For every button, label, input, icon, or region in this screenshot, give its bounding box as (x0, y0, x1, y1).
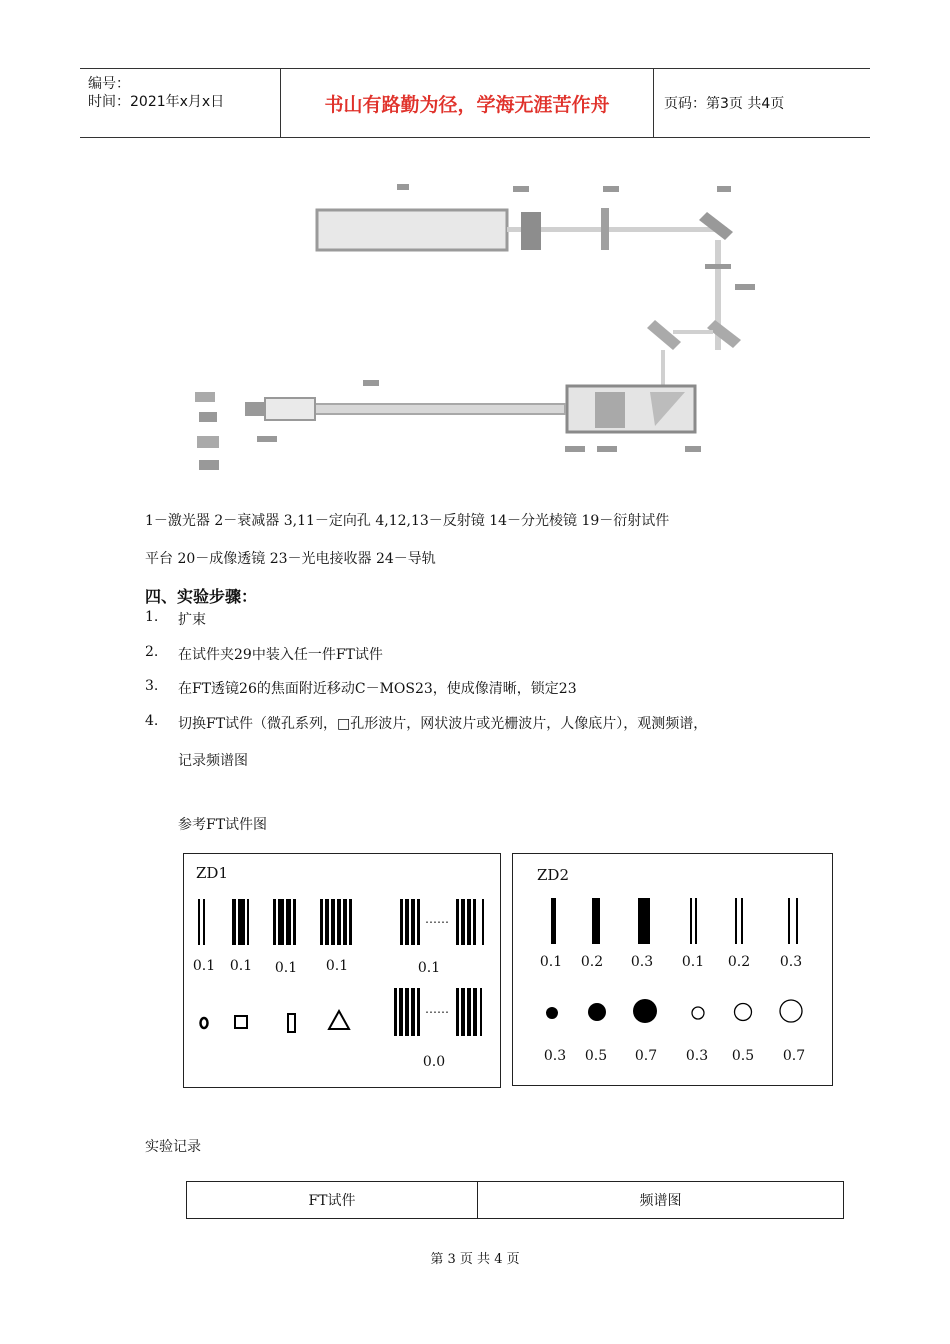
record-title: 实验记录 (145, 1139, 201, 1155)
step-1-text: 扩束 (178, 612, 206, 628)
time-label: 时间：2021年x月x日 (88, 94, 225, 110)
triangle-hole-shape (329, 1011, 349, 1029)
header-meta-cell (80, 69, 281, 137)
step-2-text: 在试件夹29中装入任一件FT试件 (178, 647, 383, 663)
page-footer: 第 3 页 共 4 页 (430, 1252, 520, 1267)
step-4-continued: 记录频谱图 (178, 753, 248, 769)
zd1-dots-row2: …… (425, 1002, 449, 1016)
step-4-text: 切换FT试件（微孔系列，□孔形波片，网状波片或光栅波片，人像底片），观测频谱， (178, 716, 708, 732)
page-header (80, 68, 870, 138)
laser-shape (317, 210, 507, 250)
zd2-value-4: 0.1 (681, 954, 705, 970)
zd1-panel (183, 853, 501, 1088)
page-info: 页码：第3页 共4页 (664, 96, 785, 112)
table-row (187, 1182, 844, 1219)
zd2-value-1: 0.1 (539, 954, 563, 970)
zd2-label: ZD2 (537, 866, 569, 884)
step-2-num: 2. (145, 644, 159, 660)
rect-hole-shape (288, 1014, 295, 1032)
zd1-value-3: 0.1 (274, 960, 298, 976)
diagram-caption-line1: 1－激光器 2－衰减器 3,11－定向孔 4,12,13－反射镜 14－分光棱镜 19－衍射试件 (145, 513, 670, 529)
optical-setup-diagram (185, 180, 785, 480)
zd1-value-1: 0.1 (192, 958, 216, 974)
section-title: 四、实验步骤： (145, 587, 258, 606)
record-col-spectrum: 频谱图 (478, 1182, 844, 1219)
zd1-dots-row1: …… (425, 912, 449, 926)
zd1-value-2: 0.1 (229, 958, 253, 974)
zd2-value-10: 0.3 (685, 1048, 709, 1064)
step-1-num: 1. (145, 609, 159, 625)
record-table (186, 1181, 844, 1219)
small-hole-shape (201, 1018, 208, 1028)
zd2-value-12: 0.7 (782, 1048, 806, 1064)
diagram-caption-line2: 平台 20－成像透镜 23－光电接收器 24－导轨 (145, 551, 436, 567)
step-4-num: 4. (145, 713, 159, 729)
zd2-value-2: 0.2 (580, 954, 604, 970)
zd2-value-9: 0.7 (634, 1048, 658, 1064)
zd2-value-6: 0.3 (779, 954, 803, 970)
zd1-value-4: 0.1 (325, 958, 349, 974)
square-hole-shape (235, 1016, 247, 1028)
zd2-value-3: 0.3 (630, 954, 654, 970)
zd2-value-8: 0.5 (584, 1048, 608, 1064)
reference-title: 参考FT试件图 (178, 817, 268, 833)
zd2-value-5: 0.2 (727, 954, 751, 970)
step-3-text: 在FT透镜26的焦面附近移动C－MOS23，使成像清晰，锁定23 (178, 681, 577, 697)
zd2-value-11: 0.5 (731, 1048, 755, 1064)
motto: 书山有路勤为径，学海无涯苦作舟 (281, 69, 654, 137)
zd1-value-5: 0.1 (417, 960, 441, 976)
step-3-num: 3. (145, 678, 159, 694)
number-label: 编号： (88, 76, 130, 92)
record-col-ft: FT试件 (187, 1182, 478, 1219)
zd2-value-7: 0.3 (543, 1048, 567, 1064)
zd1-label: ZD1 (196, 864, 228, 882)
zd1-value-row2: 0.0 (422, 1054, 446, 1070)
zd2-panel (512, 853, 833, 1086)
